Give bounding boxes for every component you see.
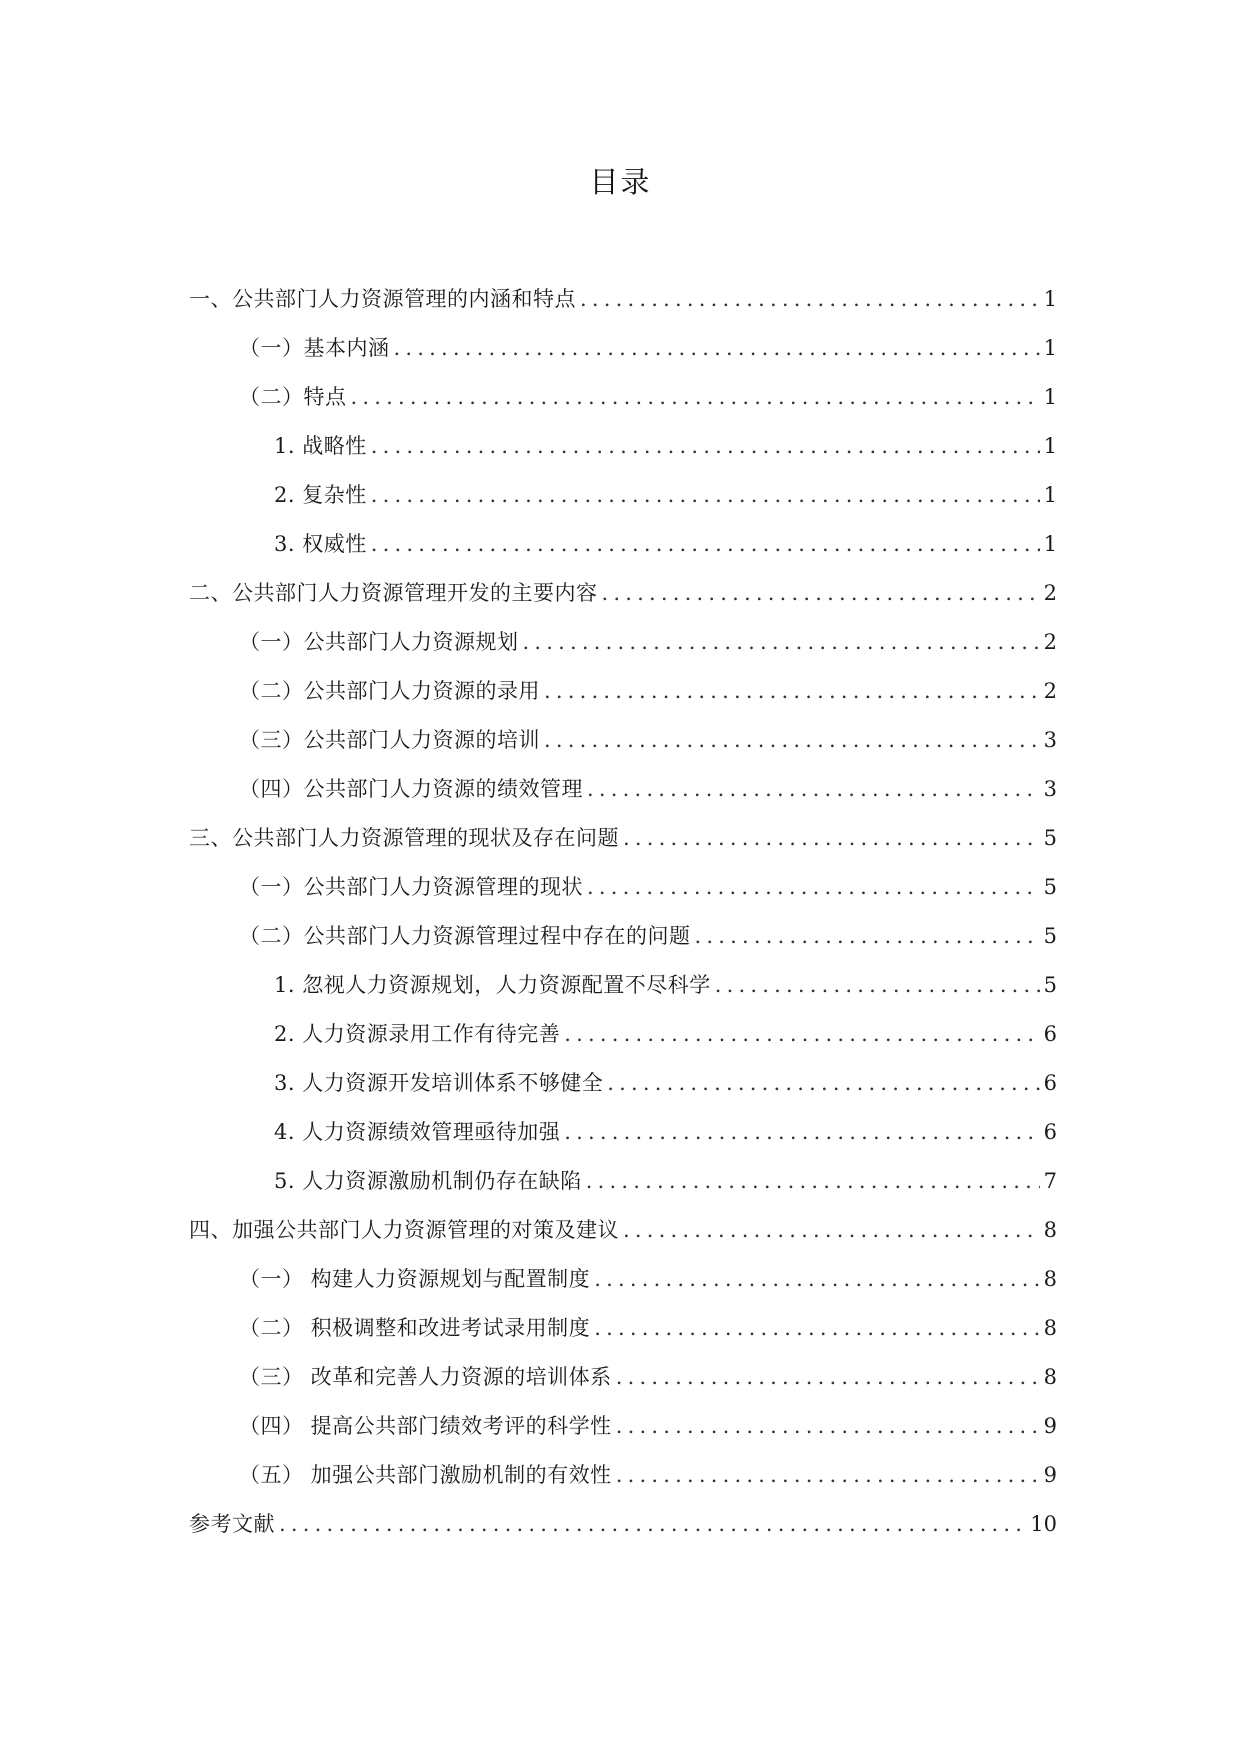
toc-entry[interactable] bbox=[189, 676, 1057, 725]
toc-entry[interactable] bbox=[189, 1411, 1057, 1460]
toc-entry-text: （二）公共部门人力资源的录用 bbox=[239, 679, 540, 703]
toc-entry-text: （三）公共部门人力资源的培训 bbox=[239, 728, 540, 752]
toc-page-number: 3 bbox=[1043, 728, 1057, 752]
toc-page-number: 1 bbox=[1043, 385, 1057, 409]
toc-page-number: 6 bbox=[1043, 1022, 1057, 1046]
toc-page-number: 9 bbox=[1043, 1463, 1057, 1487]
toc-dot-leader bbox=[586, 1166, 1040, 1196]
toc-entry-text: 2. 复杂性 bbox=[274, 483, 367, 507]
toc-entry[interactable] bbox=[189, 578, 1057, 627]
toc-dot-leader bbox=[564, 1019, 1039, 1049]
toc-page-number: 1 bbox=[1043, 287, 1057, 311]
toc-entry[interactable] bbox=[189, 1460, 1057, 1509]
toc-entry[interactable] bbox=[189, 284, 1057, 333]
toc-page-number: 8 bbox=[1043, 1267, 1057, 1291]
toc-page-number: 5 bbox=[1043, 924, 1057, 948]
toc-dot-leader bbox=[607, 1068, 1039, 1098]
toc-dot-leader bbox=[602, 578, 1040, 608]
toc-list bbox=[189, 284, 1057, 1558]
toc-entry[interactable] bbox=[189, 382, 1057, 431]
toc-entry-text: 二、公共部门人力资源管理开发的主要内容 bbox=[189, 581, 598, 605]
toc-entry[interactable] bbox=[189, 333, 1057, 382]
toc-entry[interactable] bbox=[189, 725, 1057, 774]
toc-entry-text: （一） 构建人力资源规划与配置制度 bbox=[239, 1267, 591, 1291]
toc-entry-text: 3. 权威性 bbox=[274, 532, 367, 556]
toc-dot-leader bbox=[523, 627, 1040, 657]
toc-dot-leader bbox=[594, 1264, 1039, 1294]
toc-entry[interactable] bbox=[189, 1215, 1057, 1264]
toc-entry[interactable] bbox=[189, 1068, 1057, 1117]
toc-entry-text: （一）公共部门人力资源管理的现状 bbox=[239, 875, 583, 899]
toc-dot-leader bbox=[394, 333, 1040, 363]
toc-entry-text: 1. 忽视人力资源规划，人力资源配置不尽科学 bbox=[274, 973, 711, 997]
toc-page-number: 9 bbox=[1043, 1414, 1057, 1438]
toc-dot-leader bbox=[351, 382, 1040, 412]
toc-entry-text: （四）公共部门人力资源的绩效管理 bbox=[239, 777, 583, 801]
toc-dot-leader bbox=[623, 823, 1040, 853]
toc-entry-text: 4. 人力资源绩效管理亟待加强 bbox=[274, 1120, 561, 1144]
toc-entry[interactable] bbox=[189, 921, 1057, 970]
toc-dot-leader bbox=[371, 480, 1040, 510]
toc-entry-text: （五） 加强公共部门激励机制的有效性 bbox=[239, 1463, 612, 1487]
toc-page-number: 5 bbox=[1043, 875, 1057, 899]
toc-entry-text: 1. 战略性 bbox=[274, 434, 367, 458]
toc-entry-text: 参考文献 bbox=[189, 1512, 275, 1536]
toc-page-number: 1 bbox=[1043, 532, 1057, 556]
toc-page-number: 1 bbox=[1043, 434, 1057, 458]
toc-entry[interactable] bbox=[189, 1362, 1057, 1411]
toc-dot-leader bbox=[564, 1117, 1039, 1147]
toc-entry[interactable] bbox=[189, 1019, 1057, 1068]
toc-entry-text: （一）公共部门人力资源规划 bbox=[239, 630, 519, 654]
toc-entry[interactable] bbox=[189, 1166, 1057, 1215]
toc-dot-leader bbox=[616, 1362, 1040, 1392]
toc-page-number: 6 bbox=[1043, 1071, 1057, 1095]
toc-dot-leader bbox=[371, 431, 1040, 461]
toc-dot-leader bbox=[544, 725, 1040, 755]
toc-page-number: 1 bbox=[1043, 336, 1057, 360]
toc-entry[interactable] bbox=[189, 823, 1057, 872]
toc-page-number: 8 bbox=[1043, 1316, 1057, 1340]
toc-dot-leader bbox=[616, 1460, 1040, 1490]
toc-dot-leader bbox=[587, 774, 1040, 804]
toc-dot-leader bbox=[544, 676, 1040, 706]
toc-page-number: 8 bbox=[1043, 1218, 1057, 1242]
toc-page-number: 1 bbox=[1043, 483, 1057, 507]
toc-dot-leader bbox=[594, 1313, 1039, 1343]
toc-page-number: 3 bbox=[1043, 777, 1057, 801]
toc-dot-leader bbox=[623, 1215, 1040, 1245]
toc-entry-text: （四） 提高公共部门绩效考评的科学性 bbox=[239, 1414, 612, 1438]
toc-entry-text: 四、加强公共部门人力资源管理的对策及建议 bbox=[189, 1218, 619, 1242]
toc-entry-text: （二）特点 bbox=[239, 385, 347, 409]
toc-entry-text: 2. 人力资源录用工作有待完善 bbox=[274, 1022, 561, 1046]
toc-entry[interactable] bbox=[189, 1313, 1057, 1362]
toc-dot-leader bbox=[695, 921, 1040, 951]
toc-entry-text: （二）公共部门人力资源管理过程中存在的问题 bbox=[239, 924, 691, 948]
toc-dot-leader bbox=[587, 872, 1040, 902]
toc-page-number: 2 bbox=[1043, 679, 1057, 703]
toc-dot-leader bbox=[616, 1411, 1040, 1441]
toc-entry[interactable] bbox=[189, 529, 1057, 578]
toc-entry[interactable] bbox=[189, 872, 1057, 921]
toc-entry-text: 三、公共部门人力资源管理的现状及存在问题 bbox=[189, 826, 619, 850]
toc-entry-text: （二） 积极调整和改进考试录用制度 bbox=[239, 1316, 591, 1340]
toc-dot-leader bbox=[279, 1509, 1026, 1539]
toc-title: 目录 bbox=[589, 165, 652, 199]
toc-dot-leader bbox=[580, 284, 1040, 314]
toc-page-number: 2 bbox=[1043, 630, 1057, 654]
toc-entry[interactable] bbox=[189, 480, 1057, 529]
toc-page-number: 8 bbox=[1043, 1365, 1057, 1389]
toc-page-number: 7 bbox=[1043, 1169, 1057, 1193]
toc-entry-text: 一、公共部门人力资源管理的内涵和特点 bbox=[189, 287, 576, 311]
toc-entry[interactable] bbox=[189, 1509, 1057, 1558]
toc-entry[interactable] bbox=[189, 970, 1057, 1019]
toc-page-number: 5 bbox=[1043, 826, 1057, 850]
toc-entry[interactable] bbox=[189, 1264, 1057, 1313]
toc-entry-text: （一）基本内涵 bbox=[239, 336, 390, 360]
toc-entry-text: 5. 人力资源激励机制仍存在缺陷 bbox=[274, 1169, 582, 1193]
toc-entry[interactable] bbox=[189, 627, 1057, 676]
toc-dot-leader bbox=[371, 529, 1040, 559]
toc-entry[interactable] bbox=[189, 1117, 1057, 1166]
toc-entry[interactable] bbox=[189, 431, 1057, 480]
toc-page-number: 6 bbox=[1043, 1120, 1057, 1144]
toc-page-number: 2 bbox=[1043, 581, 1057, 605]
toc-entry[interactable] bbox=[189, 774, 1057, 823]
toc-entry-text: 3. 人力资源开发培训体系不够健全 bbox=[274, 1071, 604, 1095]
toc-entry-text: （三） 改革和完善人力资源的培训体系 bbox=[239, 1365, 612, 1389]
toc-dot-leader bbox=[715, 970, 1040, 1000]
toc-page-number: 5 bbox=[1043, 973, 1057, 997]
toc-page-number: 10 bbox=[1030, 1512, 1057, 1536]
